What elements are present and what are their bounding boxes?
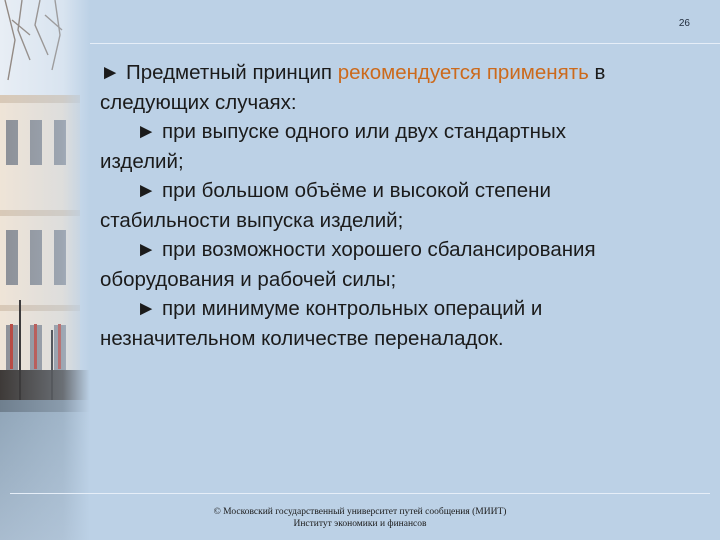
- header-divider: [90, 43, 720, 44]
- list-item: ► при большом объёме и высокой степени: [136, 179, 551, 202]
- list-item-continuation: стабильности выпуска изделий;: [100, 208, 404, 232]
- footer-copyright: © Московский государственный университет путей сообщения (МИИТ): [213, 507, 507, 517]
- body-text: [100, 58, 700, 353]
- list-item: ► при минимуме контрольных операций и: [136, 297, 543, 320]
- footer: [140, 506, 580, 530]
- list-item-continuation: изделий;: [100, 149, 184, 173]
- building-photo: [0, 0, 90, 540]
- intro-text: ► Предметный принцип: [100, 61, 338, 84]
- list-item-continuation: незначительном количестве переналадок.: [100, 326, 504, 350]
- intro-highlight: рекомендуется применять: [337, 61, 589, 84]
- list-item: ► при выпуске одного или двух стандартных: [136, 120, 566, 143]
- footer-divider: [10, 493, 710, 494]
- list-item: ► при возможности хорошего сбалансирования: [136, 238, 596, 261]
- intro-paragraph: [100, 58, 700, 117]
- page-number: 26: [678, 18, 690, 29]
- footer-institute: Институт экономики и финансов: [293, 519, 427, 529]
- list-item-continuation: оборудования и рабочей силы;: [100, 267, 397, 291]
- intro-text-end: в следующих случаях:: [100, 61, 606, 114]
